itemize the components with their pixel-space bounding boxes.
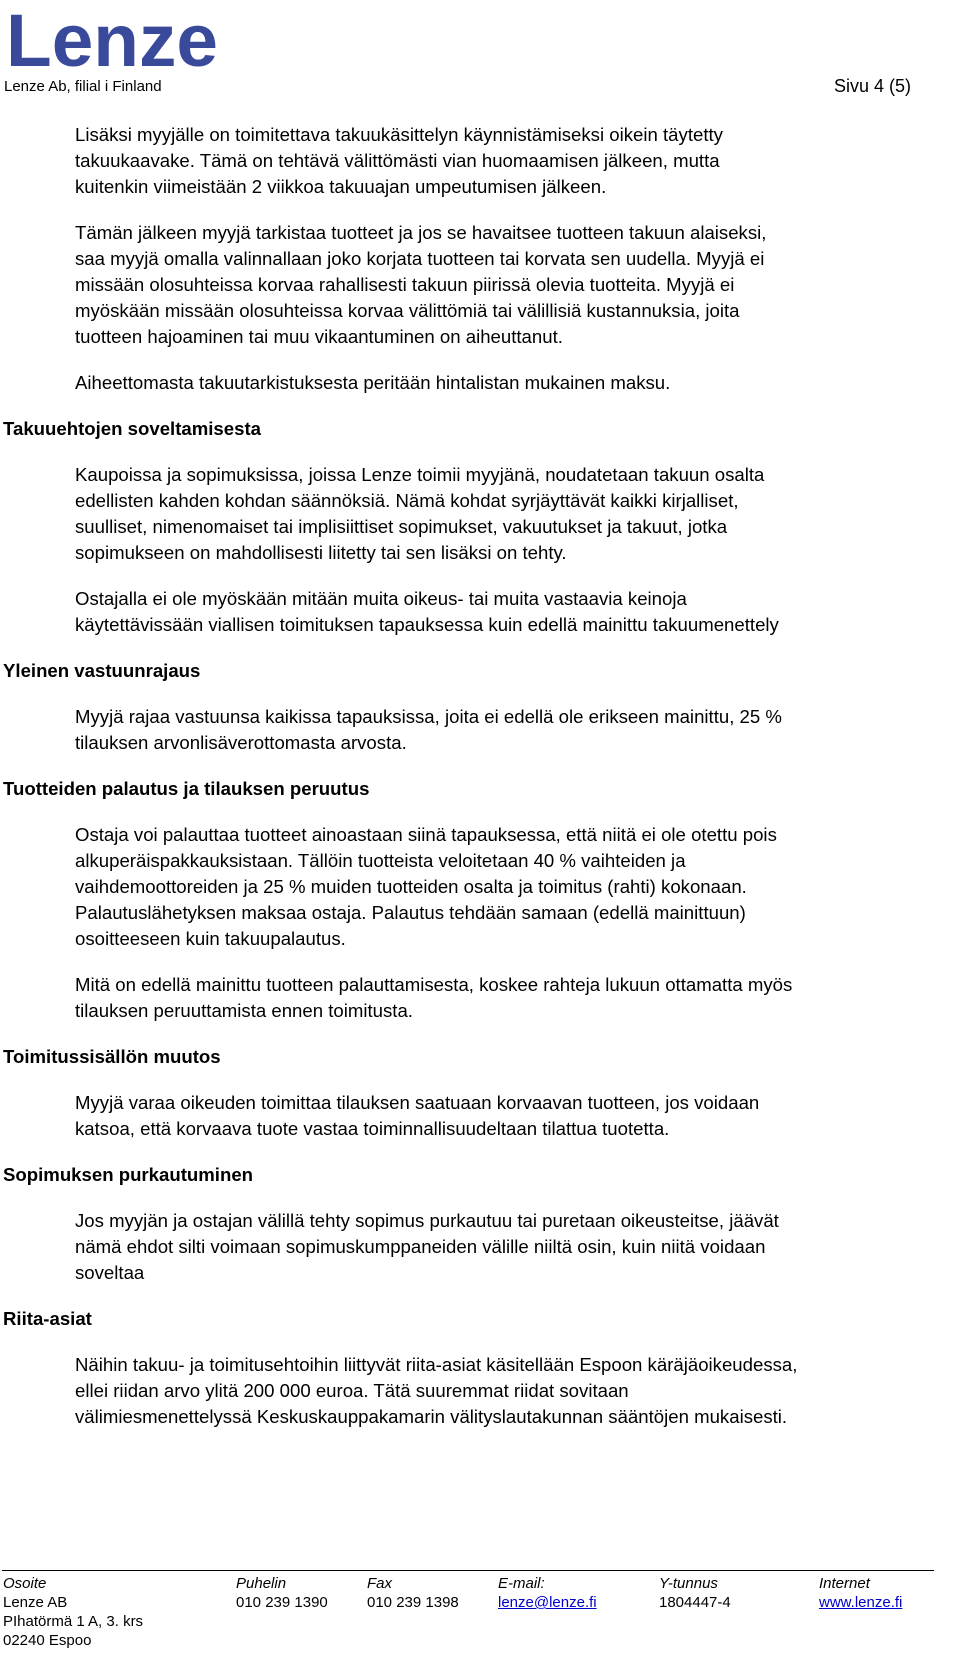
footer-value: Lenze AB xyxy=(3,1594,68,1611)
paragraph xyxy=(75,1352,955,1430)
footer-column xyxy=(236,1574,328,1612)
section-heading: Yleinen vastuunrajaus xyxy=(3,660,201,681)
section xyxy=(0,1044,960,1142)
paragraph-line: Näihin takuu- ja toimitusehtoihin liittyvät riita-asiat käsitellään Espoon käräjäoikeudessa, xyxy=(75,1354,798,1375)
paragraph xyxy=(75,1090,955,1142)
paragraph-line: myöskään missään olosuhteissa korvaa välittömiä tai välillisiä kustannuksia, joita xyxy=(75,300,740,321)
paragraph-line: tilauksen peruuttamista ennen toimitusta. xyxy=(75,1000,413,1021)
section xyxy=(0,416,960,638)
paragraph xyxy=(75,1208,955,1286)
footer-value: 010 239 1390 xyxy=(236,1594,328,1611)
paragraph-line: takuukaavake. Tämä on tehtävä välittömästi vian huomaamisen jälkeen, mutta xyxy=(75,150,720,171)
section-heading: Takuuehtojen soveltamisesta xyxy=(3,418,261,439)
footer-column xyxy=(819,1574,902,1612)
page-number: Sivu 4 (5) xyxy=(834,76,912,96)
section-heading: Toimitussisällön muutos xyxy=(3,1046,221,1067)
paragraph-line: tuotteen hajoaminen tai muu vikaantuminen on aiheuttanut. xyxy=(75,326,563,347)
footer-link[interactable]: lenze@lenze.fi xyxy=(498,1594,597,1611)
paragraph-line: missään olosuhteissa korvaa rahallisesti takuun piirissä olevia tuotteita. Myyjä ei xyxy=(75,274,735,295)
footer-column xyxy=(367,1574,459,1612)
section xyxy=(0,1162,960,1286)
footer-link[interactable]: www.lenze.fi xyxy=(819,1594,903,1611)
paragraph xyxy=(75,220,955,350)
footer-label: Osoite xyxy=(3,1575,47,1592)
paragraph-line: Mitä on edellä mainittu tuotteen palauttamisesta, koskee rahteja lukuun ottamatta myös xyxy=(75,974,793,995)
paragraph xyxy=(75,370,955,396)
footer-value: 1804447-4 xyxy=(659,1594,731,1611)
logo-text: Lenze xyxy=(6,8,218,72)
section-heading: Sopimuksen purkautuminen xyxy=(3,1164,254,1185)
section-heading: Riita-asiat xyxy=(3,1308,92,1329)
footer-column xyxy=(3,1574,143,1650)
section xyxy=(0,658,960,756)
paragraph-line: välimiesmenettelyssä Keskuskauppakamarin välityslautakunnan sääntöjen mukaisesti. xyxy=(75,1406,788,1427)
paragraph-line: nämä ehdot silti voimaan sopimuskumppaneiden välille niiltä osin, kuin niitä voidaan xyxy=(75,1236,766,1257)
footer-value: 02240 Espoo xyxy=(3,1632,92,1649)
paragraph-line: Aiheettomasta takuutarkistuksesta peritään hintalistan mukainen maksu. xyxy=(75,372,671,393)
paragraph-line: Jos myyjän ja ostajan välillä tehty sopimus purkautuu tai puretaan oikeusteitse, jäävät xyxy=(75,1210,779,1231)
footer-label: Y-tunnus xyxy=(659,1575,718,1592)
footer-label: E-mail: xyxy=(498,1575,545,1592)
document-body xyxy=(0,122,960,1450)
lenze-logo xyxy=(6,8,224,72)
footer-label: Puhelin xyxy=(236,1575,287,1592)
paragraph-line: saa myyjä omalla valinnallaan joko korjata tuotteen tai korvata sen uudella. Myyjä ei xyxy=(75,248,765,269)
paragraph-line: katsoa, että korvaava tuote vastaa toiminnallisuudeltaan tilattua tuotetta. xyxy=(75,1118,670,1139)
paragraph-line: edellisten kahden kohdan säännöksiä. Nämä kohdat syrjäyttävät kaikki kirjalliset, xyxy=(75,490,739,511)
paragraph-line: Tämän jälkeen myyjä tarkistaa tuotteet ja jos se havaitsee tuotteen takuun alaiseksi, xyxy=(75,222,767,243)
footer-value: PIhatörmä 1 A, 3. krs xyxy=(3,1613,144,1630)
paragraph-line: Palautuslähetyksen maksaa ostaja. Palautus tehdään samaan (edellä mainittuun) xyxy=(75,902,746,923)
company-name: Lenze Ab, filial i Finland xyxy=(4,78,162,95)
section xyxy=(0,776,960,1024)
footer-value: 010 239 1398 xyxy=(367,1594,459,1611)
section xyxy=(0,122,960,396)
paragraph-line: Myyjä rajaa vastuunsa kaikissa tapauksissa, joita ei edellä ole erikseen mainittu, 25 % xyxy=(75,706,782,727)
paragraph-line: tilauksen arvonlisäverottomasta arvosta. xyxy=(75,732,407,753)
paragraph-line: Ostaja voi palauttaa tuotteet ainoastaan siinä tapauksessa, että niitä ei ole otettu pois xyxy=(75,824,777,845)
paragraph-line: Lisäksi myyjälle on toimitettava takuukäsittelyn käynnistämiseksi oikein täytetty xyxy=(75,124,723,145)
paragraph-line: Ostajalla ei ole myöskään mitään muita oikeus- tai muita vastaavia keinoja xyxy=(75,588,687,609)
paragraph xyxy=(75,972,955,1024)
paragraph-line: sopimukseen on mahdollisesti liitetty tai sen lisäksi on tehty. xyxy=(75,542,567,563)
footer-label: Fax xyxy=(367,1575,393,1592)
paragraph-line: osoitteeseen kuin takuupalautus. xyxy=(75,928,346,949)
section-heading: Tuotteiden palautus ja tilauksen peruutus xyxy=(3,778,370,799)
section xyxy=(0,1306,960,1430)
paragraph-line: ellei riidan arvo ylitä 200 000 euroa. Tätä suuremmat riidat sovitaan xyxy=(75,1380,629,1401)
paragraph-line: vaihdemoottoreiden ja 25 % muiden tuotteiden osalta ja toimitus (rahti) kokonaan. xyxy=(75,876,747,897)
footer-label: Internet xyxy=(819,1575,870,1592)
paragraph xyxy=(75,462,955,566)
footer-column xyxy=(659,1574,731,1612)
paragraph-line: suulliset, nimenomaiset tai implisiittiset sopimukset, vakuutukset ja takuut, jotka xyxy=(75,516,728,537)
paragraph-line: Kaupoissa ja sopimuksissa, joissa Lenze toimii myyjänä, noudatetaan takuun osalta xyxy=(75,464,765,485)
paragraph xyxy=(75,822,955,952)
footer-column xyxy=(498,1574,597,1612)
paragraph xyxy=(75,586,955,638)
paragraph xyxy=(75,704,955,756)
paragraph-line: kuitenkin viimeistään 2 viikkoa takuuajan umpeutumisen jälkeen. xyxy=(75,176,607,197)
paragraph-line: alkuperäispakkauksistaan. Tällöin tuotteista veloitetaan 40 % vaihteiden ja xyxy=(75,850,686,871)
paragraph xyxy=(75,122,955,200)
paragraph-line: soveltaa xyxy=(75,1262,145,1283)
footer-divider xyxy=(2,1570,934,1571)
paragraph-line: Myyjä varaa oikeuden toimittaa tilauksen saatuaan korvaavan tuotteen, jos voidaan xyxy=(75,1092,760,1113)
paragraph-line: käytettävissään viallisen toimituksen tapauksessa kuin edellä mainittu takuumenettely xyxy=(75,614,779,635)
